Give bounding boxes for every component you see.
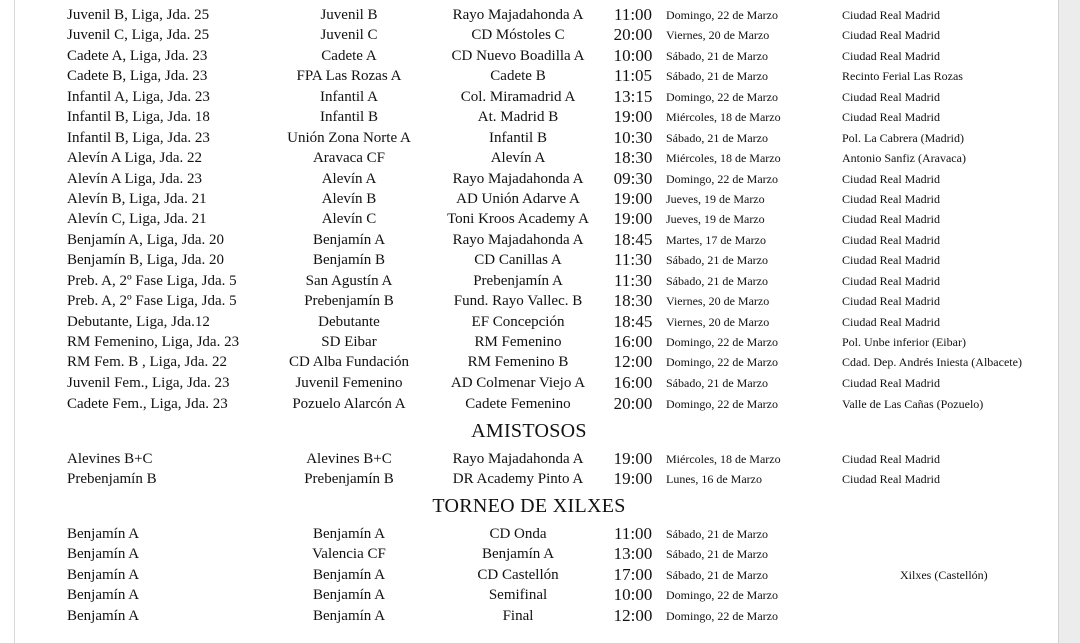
away-team-cell: Alevín A bbox=[490, 150, 546, 166]
date-cell: Lunes, 16 de Marzo bbox=[666, 472, 762, 486]
time-cell: 20:00 bbox=[613, 25, 653, 44]
competition-cell: Benjamín B, Liga, Jda. 20 bbox=[67, 252, 225, 268]
time-cell: 19:00 bbox=[613, 107, 653, 126]
table-row bbox=[0, 128, 1058, 148]
date-cell: Domingo, 22 de Marzo bbox=[666, 588, 778, 602]
date-cell: Domingo, 22 de Marzo bbox=[666, 355, 778, 369]
time-cell: 18:30 bbox=[613, 291, 653, 310]
competition-cell: Benjamín A bbox=[67, 608, 140, 624]
venue-cell: Ciudad Real Madrid bbox=[842, 49, 940, 63]
venue-cell: Ciudad Real Madrid bbox=[842, 376, 940, 390]
venue-cell: Ciudad Real Madrid bbox=[842, 452, 940, 466]
venue-cell: Ciudad Real Madrid bbox=[842, 8, 940, 22]
competition-cell: Benjamín A bbox=[67, 567, 140, 583]
home-team-cell: Prebenjamín B bbox=[304, 293, 394, 309]
home-team-cell: Alevines B+C bbox=[306, 451, 392, 467]
venue-cell: Pol. La Cabrera (Madrid) bbox=[842, 131, 964, 145]
time-cell: 18:45 bbox=[613, 312, 653, 331]
table-row bbox=[0, 449, 1058, 469]
table-row bbox=[0, 585, 1058, 605]
table-row bbox=[0, 469, 1058, 489]
date-cell: Sábado, 21 de Marzo bbox=[666, 69, 768, 83]
time-cell: 12:00 bbox=[613, 352, 653, 371]
away-team-cell: Toni Kroos Academy A bbox=[447, 211, 589, 227]
venue-cell: Recinto Ferial Las Rozas bbox=[842, 69, 963, 83]
venue-cell: Cdad. Dep. Andrés Iniesta (Albacete) bbox=[842, 355, 1022, 369]
date-cell: Domingo, 22 de Marzo bbox=[666, 609, 778, 623]
amistosos-heading: AMISTOSOS bbox=[471, 420, 587, 442]
time-cell: 10:30 bbox=[613, 128, 653, 147]
venue-cell: Valle de Las Cañas (Pozuelo) bbox=[842, 397, 984, 411]
home-team-cell: FPA Las Rozas A bbox=[296, 68, 402, 84]
home-team-cell: Benjamín A bbox=[312, 587, 386, 603]
venue-cell: Ciudad Real Madrid bbox=[842, 472, 940, 486]
time-cell: 18:45 bbox=[613, 230, 653, 249]
date-cell: Domingo, 22 de Marzo bbox=[666, 172, 778, 186]
time-cell: 16:00 bbox=[613, 332, 653, 351]
away-team-cell: Infantil B bbox=[489, 130, 547, 146]
away-team-cell: Rayo Majadahonda A bbox=[452, 7, 584, 23]
competition-cell: Infantil B, Liga, Jda. 23 bbox=[67, 130, 210, 146]
date-cell: Sábado, 21 de Marzo bbox=[666, 253, 768, 267]
venue-cell: Ciudad Real Madrid bbox=[842, 28, 940, 42]
table-row bbox=[0, 352, 1058, 372]
table-row bbox=[0, 169, 1058, 189]
competition-cell: Debutante, Liga, Jda.12 bbox=[67, 314, 210, 330]
home-team-cell: Juvenil Femenino bbox=[295, 375, 403, 391]
competition-cell: Infantil B, Liga, Jda. 18 bbox=[67, 109, 210, 125]
home-team-cell: Alevín A bbox=[321, 171, 377, 187]
time-cell: 19:00 bbox=[613, 209, 653, 228]
date-cell: Miércoles, 18 de Marzo bbox=[666, 452, 781, 466]
away-team-cell: Fund. Rayo Vallec. B bbox=[453, 293, 583, 309]
away-team-cell: CD Onda bbox=[489, 526, 547, 542]
away-team-cell: Semifinal bbox=[488, 587, 548, 603]
date-cell: Sábado, 21 de Marzo bbox=[666, 274, 768, 288]
home-team-cell: Infantil A bbox=[320, 89, 378, 105]
table-row bbox=[0, 291, 1058, 311]
away-team-cell: RM Femenino B bbox=[467, 354, 569, 370]
home-team-cell: Cadete A bbox=[321, 48, 377, 64]
home-team-cell: Infantil B bbox=[320, 109, 378, 125]
competition-cell: RM Femenino, Liga, Jda. 23 bbox=[67, 334, 240, 350]
table-row bbox=[0, 373, 1058, 393]
time-cell: 19:00 bbox=[613, 449, 653, 468]
venue-cell: Ciudad Real Madrid bbox=[842, 294, 940, 308]
away-team-cell: EF Concepción bbox=[471, 314, 565, 330]
table-row bbox=[0, 565, 1058, 585]
competition-cell: Cadete Fem., Liga, Jda. 23 bbox=[67, 396, 228, 412]
date-cell: Martes, 17 de Marzo bbox=[666, 233, 766, 247]
competition-cell: Alevín C, Liga, Jda. 21 bbox=[67, 211, 207, 227]
time-cell: 13:00 bbox=[613, 544, 653, 563]
table-row bbox=[0, 312, 1058, 332]
date-cell: Domingo, 22 de Marzo bbox=[666, 8, 778, 22]
time-cell: 11:00 bbox=[613, 524, 653, 543]
competition-cell: Prebenjamín B bbox=[67, 471, 157, 487]
away-team-cell: Final bbox=[502, 608, 534, 624]
table-row bbox=[0, 544, 1058, 564]
date-cell: Domingo, 22 de Marzo bbox=[666, 335, 778, 349]
away-team-cell: Rayo Majadahonda A bbox=[452, 232, 584, 248]
table-row bbox=[0, 230, 1058, 250]
venue-cell: Ciudad Real Madrid bbox=[842, 233, 940, 247]
home-team-cell: Benjamín A bbox=[312, 567, 386, 583]
home-team-cell: Aravaca CF bbox=[312, 150, 386, 166]
home-team-cell: Valencia CF bbox=[312, 546, 386, 562]
date-cell: Sábado, 21 de Marzo bbox=[666, 547, 768, 561]
venue-cell: Ciudad Real Madrid bbox=[842, 90, 940, 104]
table-row bbox=[0, 148, 1058, 168]
venue-cell: Antonio Sanfiz (Aravaca) bbox=[842, 151, 966, 165]
competition-cell: Benjamín A bbox=[67, 587, 140, 603]
home-team-cell: Juvenil B bbox=[320, 7, 378, 23]
venue-cell: Xilxes (Castellón) bbox=[900, 568, 988, 582]
competition-cell: Alevín A Liga, Jda. 23 bbox=[67, 171, 202, 187]
away-team-cell: Cadete Femenino bbox=[465, 396, 571, 412]
venue-cell: Ciudad Real Madrid bbox=[842, 212, 940, 226]
home-team-cell: Unión Zona Norte A bbox=[287, 130, 411, 146]
competition-cell: RM Fem. B , Liga, Jda. 22 bbox=[67, 354, 227, 370]
away-team-cell: Rayo Majadahonda A bbox=[452, 451, 584, 467]
venue-cell: Ciudad Real Madrid bbox=[842, 253, 940, 267]
time-cell: 11:30 bbox=[613, 271, 653, 290]
home-team-cell: CD Alba Fundación bbox=[289, 354, 409, 370]
table-row bbox=[0, 524, 1058, 544]
competition-cell: Infantil A, Liga, Jda. 23 bbox=[67, 89, 210, 105]
date-cell: Viernes, 20 de Marzo bbox=[666, 315, 770, 329]
home-team-cell: Alevín B bbox=[321, 191, 377, 207]
table-row bbox=[0, 25, 1058, 45]
table-row bbox=[0, 606, 1058, 626]
time-cell: 11:00 bbox=[613, 5, 653, 24]
competition-cell: Alevín B, Liga, Jda. 21 bbox=[67, 191, 207, 207]
time-cell: 10:00 bbox=[613, 585, 653, 604]
date-cell: Jueves, 19 de Marzo bbox=[666, 212, 765, 226]
vertical-scrollbar[interactable] bbox=[1058, 0, 1080, 643]
time-cell: 12:00 bbox=[613, 606, 653, 625]
date-cell: Viernes, 20 de Marzo bbox=[666, 294, 770, 308]
table-row bbox=[0, 250, 1058, 270]
table-row bbox=[0, 46, 1058, 66]
time-cell: 11:30 bbox=[613, 250, 653, 269]
away-team-cell: AD Colmenar Viejo A bbox=[450, 375, 586, 391]
date-cell: Sábado, 21 de Marzo bbox=[666, 527, 768, 541]
table-row bbox=[0, 209, 1058, 229]
competition-cell: Alevín A Liga, Jda. 22 bbox=[67, 150, 202, 166]
away-team-cell: Benjamín A bbox=[481, 546, 555, 562]
time-cell: 13:15 bbox=[613, 87, 653, 106]
time-cell: 19:00 bbox=[613, 469, 653, 488]
table-row bbox=[0, 271, 1058, 291]
time-cell: 20:00 bbox=[613, 394, 653, 413]
home-team-cell: Benjamín A bbox=[312, 232, 386, 248]
home-team-cell: Benjamín A bbox=[312, 608, 386, 624]
time-cell: 17:00 bbox=[613, 565, 653, 584]
venue-cell: Ciudad Real Madrid bbox=[842, 274, 940, 288]
competition-cell: Preb. A, 2º Fase Liga, Jda. 5 bbox=[67, 293, 237, 309]
table-row bbox=[0, 66, 1058, 86]
time-cell: 18:30 bbox=[613, 148, 653, 167]
venue-cell: Pol. Unbe inferior (Eibar) bbox=[842, 335, 966, 349]
venue-cell: Ciudad Real Madrid bbox=[842, 315, 940, 329]
date-cell: Miércoles, 18 de Marzo bbox=[666, 151, 781, 165]
time-cell: 09:30 bbox=[613, 169, 653, 188]
torneo-heading: TORNEO DE XILXES bbox=[432, 495, 626, 517]
home-team-cell: Pozuelo Alarcón A bbox=[292, 396, 406, 412]
date-cell: Miércoles, 18 de Marzo bbox=[666, 110, 781, 124]
competition-cell: Preb. A, 2º Fase Liga, Jda. 5 bbox=[67, 273, 237, 289]
competition-cell: Benjamín A, Liga, Jda. 20 bbox=[67, 232, 225, 248]
competition-cell: Juvenil B, Liga, Jda. 25 bbox=[67, 7, 210, 23]
date-cell: Sábado, 21 de Marzo bbox=[666, 376, 768, 390]
away-team-cell: Rayo Majadahonda A bbox=[452, 171, 584, 187]
home-team-cell: Debutante bbox=[318, 314, 380, 330]
competition-cell: Cadete A, Liga, Jda. 23 bbox=[67, 48, 208, 64]
table-row bbox=[0, 394, 1058, 414]
competition-cell: Juvenil C, Liga, Jda. 25 bbox=[67, 27, 210, 43]
home-team-cell: SD Eibar bbox=[321, 334, 377, 350]
date-cell: Domingo, 22 de Marzo bbox=[666, 397, 778, 411]
competition-cell: Benjamín A bbox=[67, 526, 140, 542]
away-team-cell: CD Móstoles C bbox=[471, 27, 565, 43]
date-cell: Sábado, 21 de Marzo bbox=[666, 568, 768, 582]
away-team-cell: Cadete B bbox=[490, 68, 546, 84]
competition-cell: Cadete B, Liga, Jda. 23 bbox=[67, 68, 208, 84]
date-cell: Viernes, 20 de Marzo bbox=[666, 28, 770, 42]
date-cell: Sábado, 21 de Marzo bbox=[666, 49, 768, 63]
date-cell: Sábado, 21 de Marzo bbox=[666, 131, 768, 145]
table-row bbox=[0, 5, 1058, 25]
away-team-cell: CD Nuevo Boadilla A bbox=[451, 48, 585, 64]
competition-cell: Alevines B+C bbox=[67, 451, 153, 467]
table-row bbox=[0, 87, 1058, 107]
away-team-cell: RM Femenino bbox=[474, 334, 562, 350]
away-team-cell: At. Madrid B bbox=[477, 109, 559, 125]
time-cell: 16:00 bbox=[613, 373, 653, 392]
away-team-cell: Prebenjamín A bbox=[473, 273, 563, 289]
time-cell: 10:00 bbox=[613, 46, 653, 65]
away-team-cell: CD Canillas A bbox=[474, 252, 562, 268]
table-row bbox=[0, 189, 1058, 209]
home-team-cell: Benjamín A bbox=[312, 526, 386, 542]
venue-cell: Ciudad Real Madrid bbox=[842, 172, 940, 186]
table-row bbox=[0, 332, 1058, 352]
date-cell: Jueves, 19 de Marzo bbox=[666, 192, 765, 206]
away-team-cell: Col. Miramadrid A bbox=[460, 89, 576, 105]
competition-cell: Benjamín A bbox=[67, 546, 140, 562]
table-row bbox=[0, 107, 1058, 127]
time-cell: 11:05 bbox=[613, 66, 653, 85]
competition-cell: Juvenil Fem., Liga, Jda. 23 bbox=[67, 375, 230, 391]
away-team-cell: DR Academy Pinto A bbox=[452, 471, 584, 487]
home-team-cell: Alevín C bbox=[321, 211, 377, 227]
home-team-cell: Prebenjamín B bbox=[304, 471, 394, 487]
home-team-cell: Benjamín B bbox=[312, 252, 386, 268]
away-team-cell: AD Unión Adarve A bbox=[456, 191, 580, 207]
home-team-cell: San Agustín A bbox=[305, 273, 393, 289]
venue-cell: Ciudad Real Madrid bbox=[842, 110, 940, 124]
date-cell: Domingo, 22 de Marzo bbox=[666, 90, 778, 104]
venue-cell: Ciudad Real Madrid bbox=[842, 192, 940, 206]
away-team-cell: CD Castellón bbox=[477, 567, 559, 583]
home-team-cell: Juvenil C bbox=[320, 27, 378, 43]
time-cell: 19:00 bbox=[613, 189, 653, 208]
